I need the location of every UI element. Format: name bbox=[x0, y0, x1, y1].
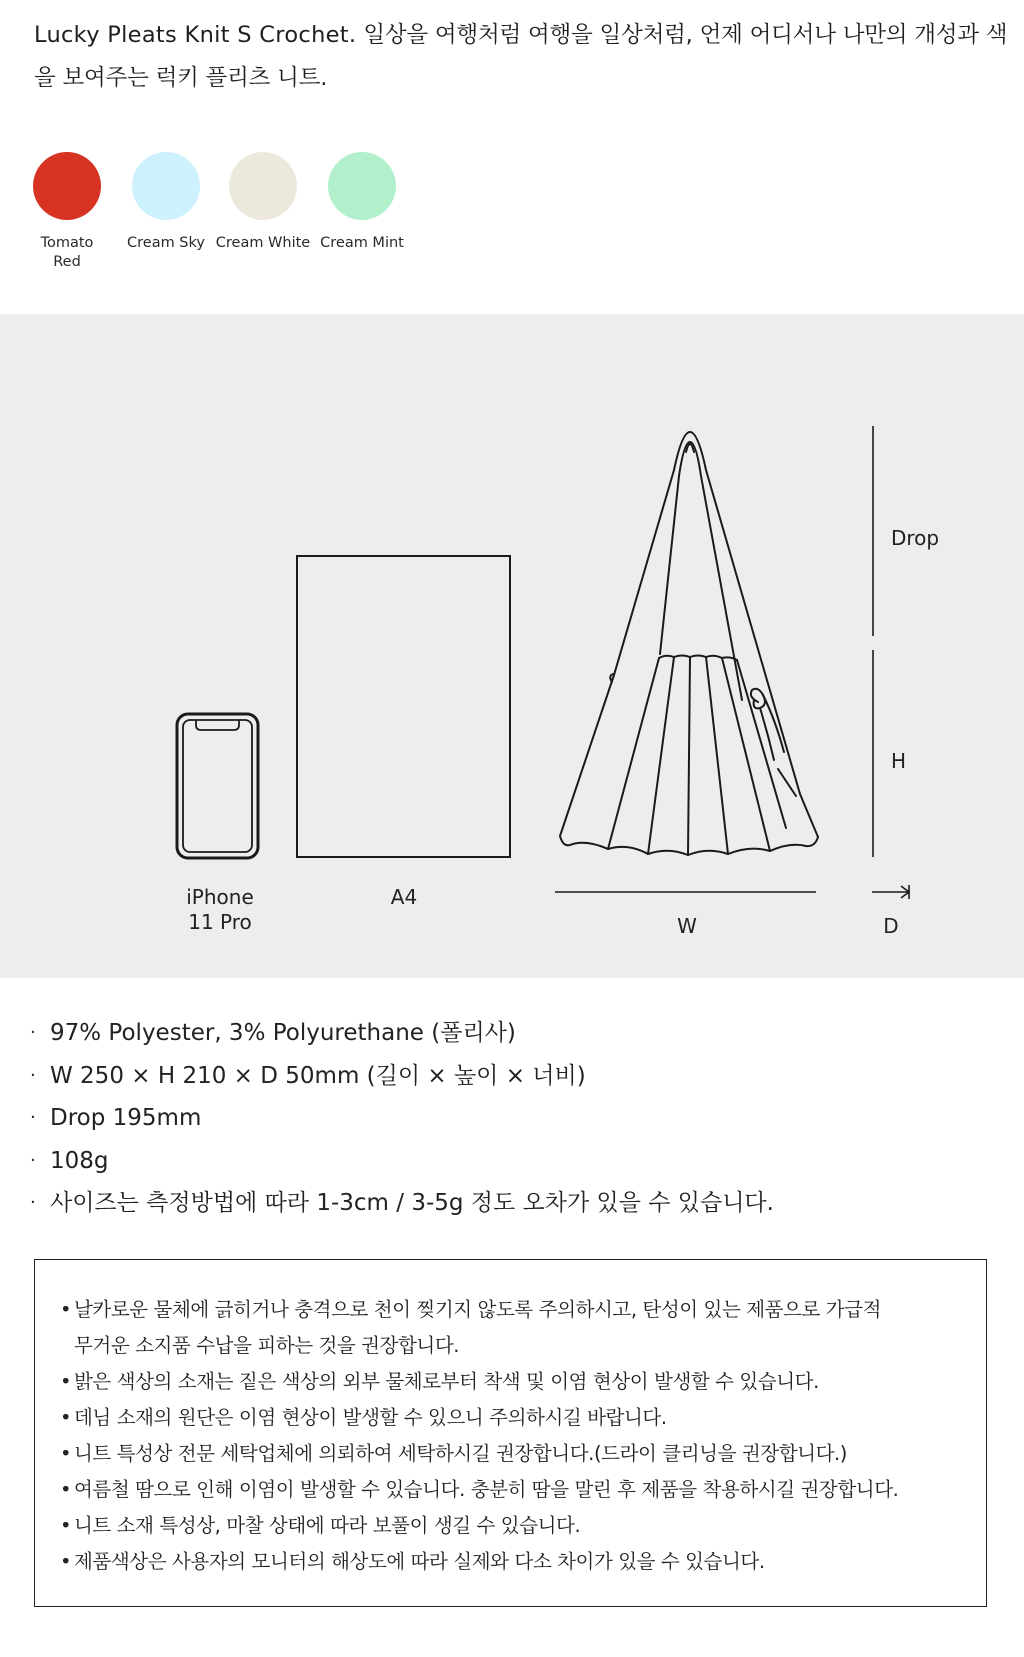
size-comparison-figure bbox=[0, 314, 1024, 978]
care-notice-box bbox=[34, 1259, 987, 1607]
product-name: Lucky Pleats Knit S Crochet. bbox=[34, 22, 357, 48]
depth-label: D bbox=[883, 914, 899, 938]
color-dot bbox=[229, 152, 297, 220]
spec-dimensions: · W 250 × H 210 × D 50mm (길이 × 높이 × 너비) bbox=[30, 1062, 586, 1089]
iphone-label: iPhone 11 Pro bbox=[186, 885, 254, 934]
care-note: • 날카로운 물체에 긁히거나 충격으로 천이 찢기지 않도록 주의하시고, 탄성이 있는 제품으로 가급적 무거운 소지품 수납을 피하는 것을 권장합니다. bbox=[60, 1298, 882, 1357]
a4-label: A4 bbox=[390, 885, 418, 909]
color-name: Cream White bbox=[215, 235, 311, 251]
care-note: • 밝은 색상의 소재는 짙은 색상의 외부 물체로부터 착색 및 이염 현상이 발생할 수 있습니다. bbox=[60, 1370, 819, 1393]
care-note: • 니트 소재 특성상, 마찰 상태에 따라 보풀이 생길 수 있습니다. bbox=[60, 1514, 581, 1537]
care-note: • 제품색상은 사용자의 모니터의 해상도에 따라 실제와 다소 차이가 있을 수 있습니다. bbox=[60, 1550, 765, 1573]
spec-list bbox=[30, 1012, 980, 1225]
bag-illustration bbox=[560, 432, 818, 855]
color-dot bbox=[132, 152, 200, 220]
care-notes-list bbox=[60, 1292, 960, 1580]
care-note: • 여름철 땀으로 인해 이염이 발생할 수 있습니다. 충분히 땀을 말린 후 제품을 착용하시길 권장합니다. bbox=[60, 1478, 899, 1501]
product-tagline: 일상을 여행처럼 여행을 일상처럼, 언제 어디서나 나만의 개성과 색을 보여주는 럭키 플리츠 니트. bbox=[34, 22, 1008, 91]
color-swatch-cream-white bbox=[213, 152, 313, 253]
height-label: H bbox=[891, 749, 907, 773]
color-swatch-cream-sky bbox=[116, 152, 216, 253]
spec-weight: · 108g bbox=[30, 1147, 109, 1174]
color-name: Cream Mint bbox=[320, 235, 404, 251]
care-note: • 데님 소재의 원단은 이염 현상이 발생할 수 있으니 주의하시길 바랍니다. bbox=[60, 1406, 667, 1429]
drop-label: Drop bbox=[891, 526, 940, 550]
width-label: W bbox=[677, 914, 697, 938]
color-dot bbox=[328, 152, 396, 220]
dimension-lines bbox=[555, 426, 909, 899]
a4-paper-illustration bbox=[297, 556, 510, 857]
color-swatch-cream-mint bbox=[312, 152, 412, 253]
care-note: • 니트 특성상 전문 세탁업체에 의뢰하여 세탁하시길 권장합니다.(드라이 클리닝을 권장합니다.) bbox=[60, 1442, 848, 1465]
color-swatch-tomato-red bbox=[17, 152, 117, 272]
color-dot bbox=[33, 152, 101, 220]
color-options bbox=[30, 152, 450, 292]
product-intro bbox=[34, 14, 1009, 100]
spec-material: · 97% Polyester, 3% Polyurethane (폴리사) bbox=[30, 1020, 516, 1046]
iphone-illustration bbox=[177, 714, 258, 858]
color-name: Tomato Red bbox=[40, 235, 94, 270]
size-diagram bbox=[0, 314, 1024, 978]
color-name: Cream Sky bbox=[127, 235, 205, 251]
spec-drop: · Drop 195mm bbox=[30, 1105, 202, 1131]
spec-tolerance-note: · 사이즈는 측정방법에 따라 1-3cm / 3-5g 정도 오차가 있을 수 있습니다. bbox=[30, 1190, 774, 1216]
